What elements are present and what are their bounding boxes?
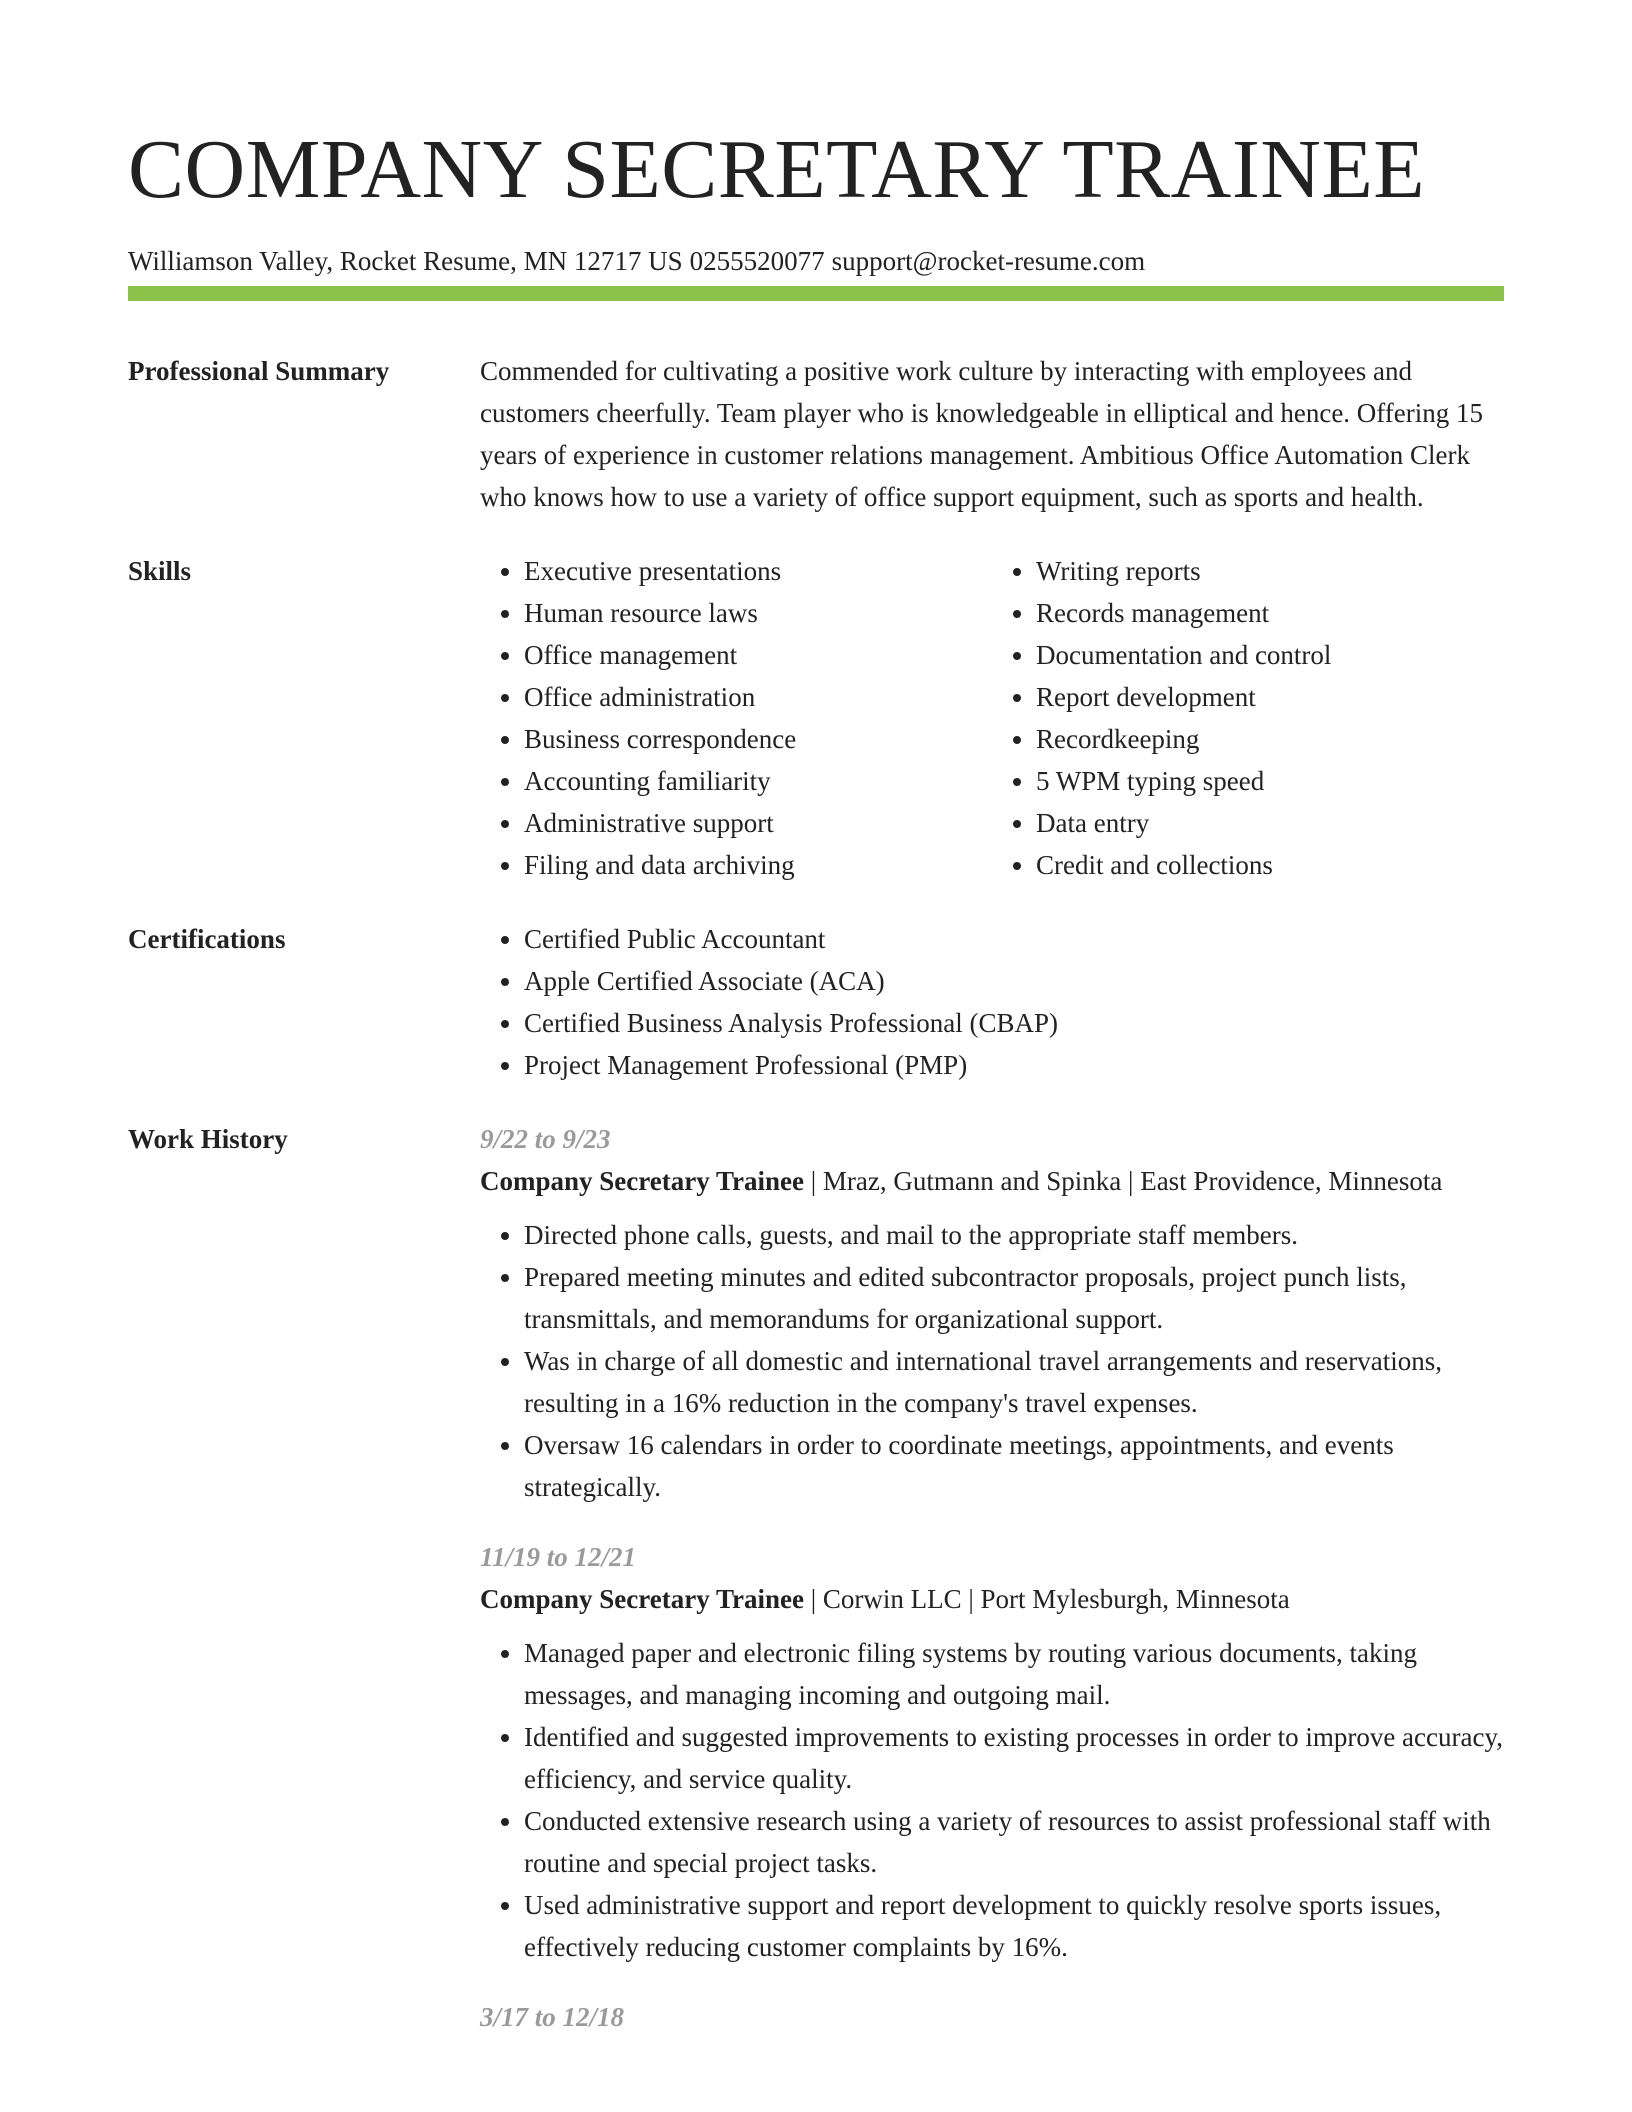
skill-item: • Documentation and control: [1036, 634, 1504, 676]
skill-item: • Report development: [1036, 676, 1504, 718]
job-bullet: • Directed phone calls, guests, and mail to the appropriate staff members.: [524, 1214, 1504, 1256]
job-title: Company Secretary Trainee: [480, 1584, 804, 1614]
skill-item: • Office management: [524, 634, 992, 676]
job-dates: 11/19 to 12/21: [480, 1542, 637, 1572]
contact-email: support@rocket-resume.com: [831, 246, 1146, 276]
section-label-certifications: Certifications: [128, 924, 286, 954]
contact-address: Williamson Valley, Rocket Resume, MN 12717 US: [128, 246, 683, 276]
job-entry: [480, 1536, 1504, 1968]
summary-text: Commended for cultivating a positive work culture by interacting with employees and customers cheerfully. Team player who is knowledgeable in elliptical and hence. Offering 15 years of experience in customer relations management. Ambitious Office Automation Clerk who knows how to use a variety of office support equipment, such as sports and health.: [480, 356, 1484, 512]
accent-divider: [128, 286, 1504, 301]
resume-header: [128, 118, 1504, 278]
skill-item: • Office administration: [524, 676, 992, 718]
certification-item: • Certified Business Analysis Professional (CBAP): [524, 1002, 1504, 1044]
resume-content: [128, 350, 1504, 2098]
certifications-section: [128, 918, 1504, 1086]
certifications-list: [480, 918, 1504, 1086]
section-label-skills: Skills: [128, 556, 192, 586]
job-bullet: • Oversaw 16 calendars in order to coordinate meetings, appointments, and events strategically.: [524, 1424, 1504, 1508]
skill-item: • Human resource laws: [524, 592, 992, 634]
job-entry: [480, 1118, 1504, 1508]
job-company-location: | Corwin LLC | Port Mylesburgh, Minnesota: [803, 1584, 1290, 1614]
job-dates: 3/17 to 12/18: [480, 2002, 625, 2032]
job-heading: [480, 1578, 1504, 1620]
candidate-name: COMPANY SECRETARY TRAINEE: [128, 123, 1426, 216]
certification-item: • Project Management Professional (PMP): [524, 1044, 1504, 1086]
certifications-body: [480, 918, 1504, 1086]
job-bullets: [480, 1214, 1504, 1508]
job-bullet: • Was in charge of all domestic and international travel arrangements and reservations, resulting in a 16% reduction in the company's travel expenses.: [524, 1340, 1504, 1424]
job-bullet: • Used administrative support and report development to quickly resolve sports issues, effectively reducing customer complaints by 16%.: [524, 1884, 1504, 1968]
skill-item: • Writing reports: [1036, 550, 1504, 592]
skills-list-right: [992, 550, 1504, 886]
certification-item: • Certified Public Accountant: [524, 918, 1504, 960]
section-label-summary: Professional Summary: [128, 356, 390, 386]
skill-item: • Credit and collections: [1036, 844, 1504, 886]
skill-item: • Administrative support: [524, 802, 992, 844]
summary-section: [128, 350, 1504, 518]
skill-item: • Business correspondence: [524, 718, 992, 760]
skill-item: • Accounting familiarity: [524, 760, 992, 802]
skill-item: • Data entry: [1036, 802, 1504, 844]
skills-list-left: [480, 550, 992, 886]
skill-item: • 5 WPM typing speed: [1036, 760, 1504, 802]
job-title: Company Secretary Trainee: [480, 1166, 804, 1196]
skills-body: [480, 550, 1504, 886]
job-dates: 9/22 to 9/23: [480, 1124, 611, 1154]
job-heading: [480, 1160, 1504, 1202]
job-company-location: | Mraz, Gutmann and Spinka | East Providence, Minnesota: [803, 1166, 1443, 1196]
job-bullet: • Identified and suggested improvements to existing processes in order to improve accuracy, efficiency, and service quality.: [524, 1716, 1504, 1800]
section-label-work-history: Work History: [128, 1124, 288, 1154]
summary-body: [480, 350, 1504, 518]
contact-phone: 0255520077: [689, 246, 825, 276]
work-history-section: [128, 1118, 1504, 2066]
job-bullets: [480, 1632, 1504, 1968]
job-entry: [480, 1996, 1504, 2038]
contact-line: [128, 244, 1504, 278]
skills-section: [128, 550, 1504, 886]
job-bullet: • Prepared meeting minutes and edited subcontractor proposals, project punch lists, transmittals, and memorandums for organizational support.: [524, 1256, 1504, 1340]
work-history-body: [480, 1118, 1504, 2066]
job-bullet: • Conducted extensive research using a variety of resources to assist professional staff with routine and special project tasks.: [524, 1800, 1504, 1884]
job-bullet: • Managed paper and electronic filing systems by routing various documents, taking messages, and managing incoming and outgoing mail.: [524, 1632, 1504, 1716]
certification-item: • Apple Certified Associate (ACA): [524, 960, 1504, 1002]
skill-item: • Executive presentations: [524, 550, 992, 592]
skill-item: • Recordkeeping: [1036, 718, 1504, 760]
skill-item: • Records management: [1036, 592, 1504, 634]
skill-item: • Filing and data archiving: [524, 844, 992, 886]
